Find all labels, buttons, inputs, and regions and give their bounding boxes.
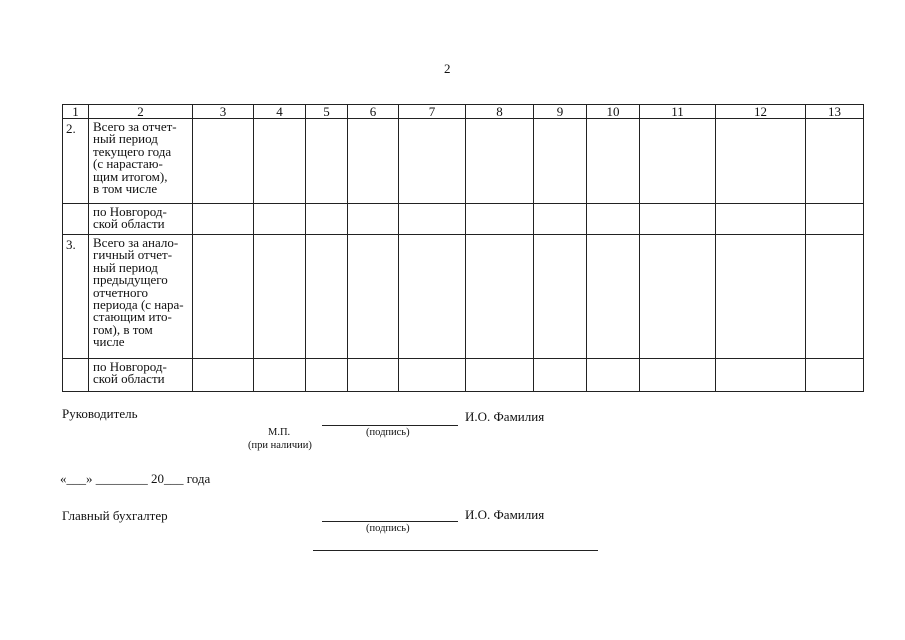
table-cell[interactable] (399, 359, 466, 392)
head-name: И.О. Фамилия (465, 409, 545, 424)
table-cell[interactable] (254, 235, 306, 359)
table-cell[interactable] (466, 119, 534, 204)
table-row (63, 204, 864, 235)
table-cell[interactable] (348, 119, 399, 204)
page-number: 2 (444, 61, 451, 76)
table-cell[interactable] (193, 359, 254, 392)
column-header: 7 (399, 105, 466, 119)
column-header: 1 (63, 105, 89, 119)
table-cell[interactable] (254, 359, 306, 392)
table-cell[interactable] (306, 204, 348, 235)
table-cell[interactable] (534, 359, 587, 392)
stamp-caption: (при наличии) (248, 440, 312, 451)
table-cell[interactable] (399, 119, 466, 204)
table-cell[interactable] (640, 119, 716, 204)
column-header: 4 (254, 105, 306, 119)
table-cell[interactable] (806, 359, 864, 392)
row-description: по Новгород- ской области (89, 204, 193, 235)
table-cell[interactable] (587, 359, 640, 392)
closing-rule (313, 550, 598, 551)
row-description: по Новгород- ской области (89, 359, 193, 392)
table-cell[interactable] (306, 235, 348, 359)
table-cell[interactable] (640, 235, 716, 359)
table-cell[interactable] (348, 235, 399, 359)
table-row (63, 235, 864, 359)
accountant-signature-line[interactable] (322, 521, 458, 522)
table-cell[interactable] (716, 119, 806, 204)
table-cell[interactable] (193, 235, 254, 359)
column-header: 12 (716, 105, 806, 119)
column-header: 8 (466, 105, 534, 119)
table-cell[interactable] (716, 235, 806, 359)
table-cell[interactable] (399, 204, 466, 235)
table-cell[interactable] (193, 204, 254, 235)
stamp-label: М.П. (268, 427, 291, 438)
table-cell[interactable] (193, 119, 254, 204)
table-cell[interactable] (534, 119, 587, 204)
table-cell[interactable] (466, 359, 534, 392)
table-cell[interactable] (587, 204, 640, 235)
table-cell[interactable] (587, 119, 640, 204)
table-cell[interactable] (399, 235, 466, 359)
table-cell[interactable] (806, 235, 864, 359)
column-header: 5 (306, 105, 348, 119)
report-table (62, 104, 864, 392)
head-label: Руководитель (62, 406, 138, 421)
head-signature-line[interactable] (322, 425, 458, 426)
row-number (63, 204, 89, 235)
column-header: 3 (193, 105, 254, 119)
table-cell[interactable] (806, 204, 864, 235)
row-number (63, 359, 89, 392)
table-cell[interactable] (466, 204, 534, 235)
table-cell[interactable] (534, 204, 587, 235)
column-header: 10 (587, 105, 640, 119)
table-cell[interactable] (806, 119, 864, 204)
table-cell[interactable] (716, 359, 806, 392)
table-cell[interactable] (348, 359, 399, 392)
table-cell[interactable] (534, 235, 587, 359)
accountant-signature-caption: (подпись) (366, 523, 410, 534)
accountant-label: Главный бухгалтер (62, 508, 168, 523)
column-header: 9 (534, 105, 587, 119)
table-cell[interactable] (254, 119, 306, 204)
table-cell[interactable] (716, 204, 806, 235)
column-header: 11 (640, 105, 716, 119)
column-header: 13 (806, 105, 864, 119)
table-cell[interactable] (306, 359, 348, 392)
table-cell[interactable] (254, 204, 306, 235)
date-line[interactable]: «___» ________ 20___ года (60, 471, 211, 486)
column-header: 6 (348, 105, 399, 119)
table-cell[interactable] (640, 204, 716, 235)
head-signature-caption: (подпись) (366, 427, 410, 438)
row-number: 3. (63, 235, 89, 359)
table-cell[interactable] (348, 204, 399, 235)
row-number: 2. (63, 119, 89, 204)
table-cell[interactable] (306, 119, 348, 204)
row-description: Всего за анало- гичный отчет- ный период предыдущего отчетного периода (с нара- стающим ито- гом), в том числе (89, 235, 193, 359)
row-description: Всего за отчет- ный период текущего года (с нарастаю- щим итогом), в том числе (89, 119, 193, 204)
table-cell[interactable] (587, 235, 640, 359)
accountant-name: И.О. Фамилия (465, 507, 545, 522)
column-header: 2 (89, 105, 193, 119)
table-row (63, 359, 864, 392)
table-header-row (63, 105, 864, 119)
table-cell[interactable] (466, 235, 534, 359)
table-cell[interactable] (640, 359, 716, 392)
table-row (63, 119, 864, 204)
